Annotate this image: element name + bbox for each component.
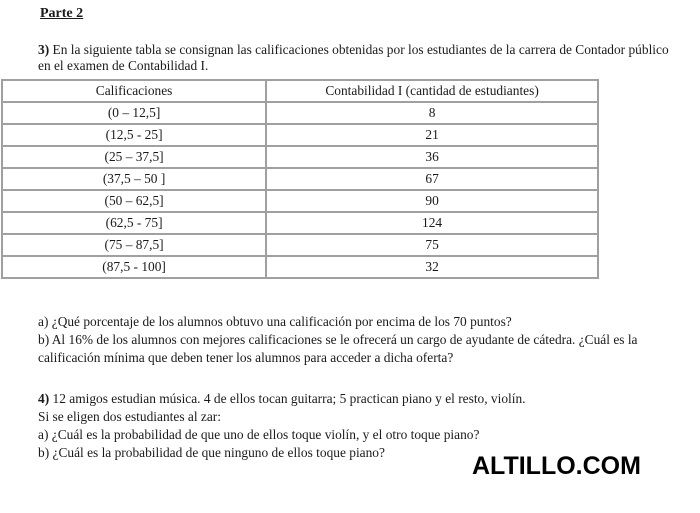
question-3-text: En la siguiente tabla se consignan las calificaciones obtenidas por los estudiantes de la carrera de Contador público en el examen de Contabilidad I. [38,42,669,73]
student-count-cell: 124 [266,212,598,234]
grade-range-cell: (62,5 - 75] [2,212,266,234]
table-row [2,124,598,146]
table-row [2,256,598,278]
student-count-cell: 32 [266,256,598,278]
table-header-row [2,80,598,102]
grade-range-cell: (50 – 62,5] [2,190,266,212]
student-count-cell: 67 [266,168,598,190]
student-count-cell: 36 [266,146,598,168]
table-row [2,234,598,256]
student-count-cell: 75 [266,234,598,256]
header-calificaciones: Calificaciones [2,80,266,102]
grade-range-cell: (87,5 - 100] [2,256,266,278]
student-count-cell: 21 [266,124,598,146]
table-row [2,102,598,124]
table-row [2,146,598,168]
altillo-logo: ALTILLO.COM [472,452,641,480]
table-row [2,168,598,190]
table-row [2,190,598,212]
student-count-cell: 90 [266,190,598,212]
question-4a: a) ¿Cuál es la probabilidad de que uno de ellos toque violín, y el otro toque piano? [38,427,480,442]
student-count-cell: 8 [266,102,598,124]
question-4-intro [38,390,678,408]
grade-range-cell: (75 – 87,5] [2,234,266,256]
grade-range-cell: (25 – 37,5] [2,146,266,168]
question-4-text: 12 amigos estudian música. 4 de ellos tocan guitarra; 5 practican piano y el resto, violín. [52,391,526,406]
question-3b: b) Al 16% de los alumnos con mejores calificaciones se le ofrecerá un cargo de ayudante de cátedra. ¿Cuál es la calificación mínima que deben tener los alumnos para acceder a dicha oferta? [38,332,638,365]
table-row [2,212,598,234]
question-4b: b) ¿Cuál es la probabilidad de que ninguno de ellos toque piano? [38,445,385,460]
question-3-intro [38,42,678,74]
header-contabilidad: Contabilidad I (cantidad de estudiantes) [266,80,598,102]
grade-range-cell: (0 – 12,5] [2,102,266,124]
question-3-number: 3) [38,42,50,57]
grades-table [1,79,599,279]
section-heading: Parte 2 [40,6,84,21]
question-4-number: 4) [38,391,50,406]
question-3a: a) ¿Qué porcentaje de los alumnos obtuvo una calificación por encima de los 70 puntos? [38,314,512,329]
question-3-subquestions [38,313,678,367]
grade-range-cell: (12,5 - 25] [2,124,266,146]
grade-range-cell: (37,5 – 50 ] [2,168,266,190]
question-4-line2: Si se eligen dos estudiantes al zar: [38,409,221,424]
